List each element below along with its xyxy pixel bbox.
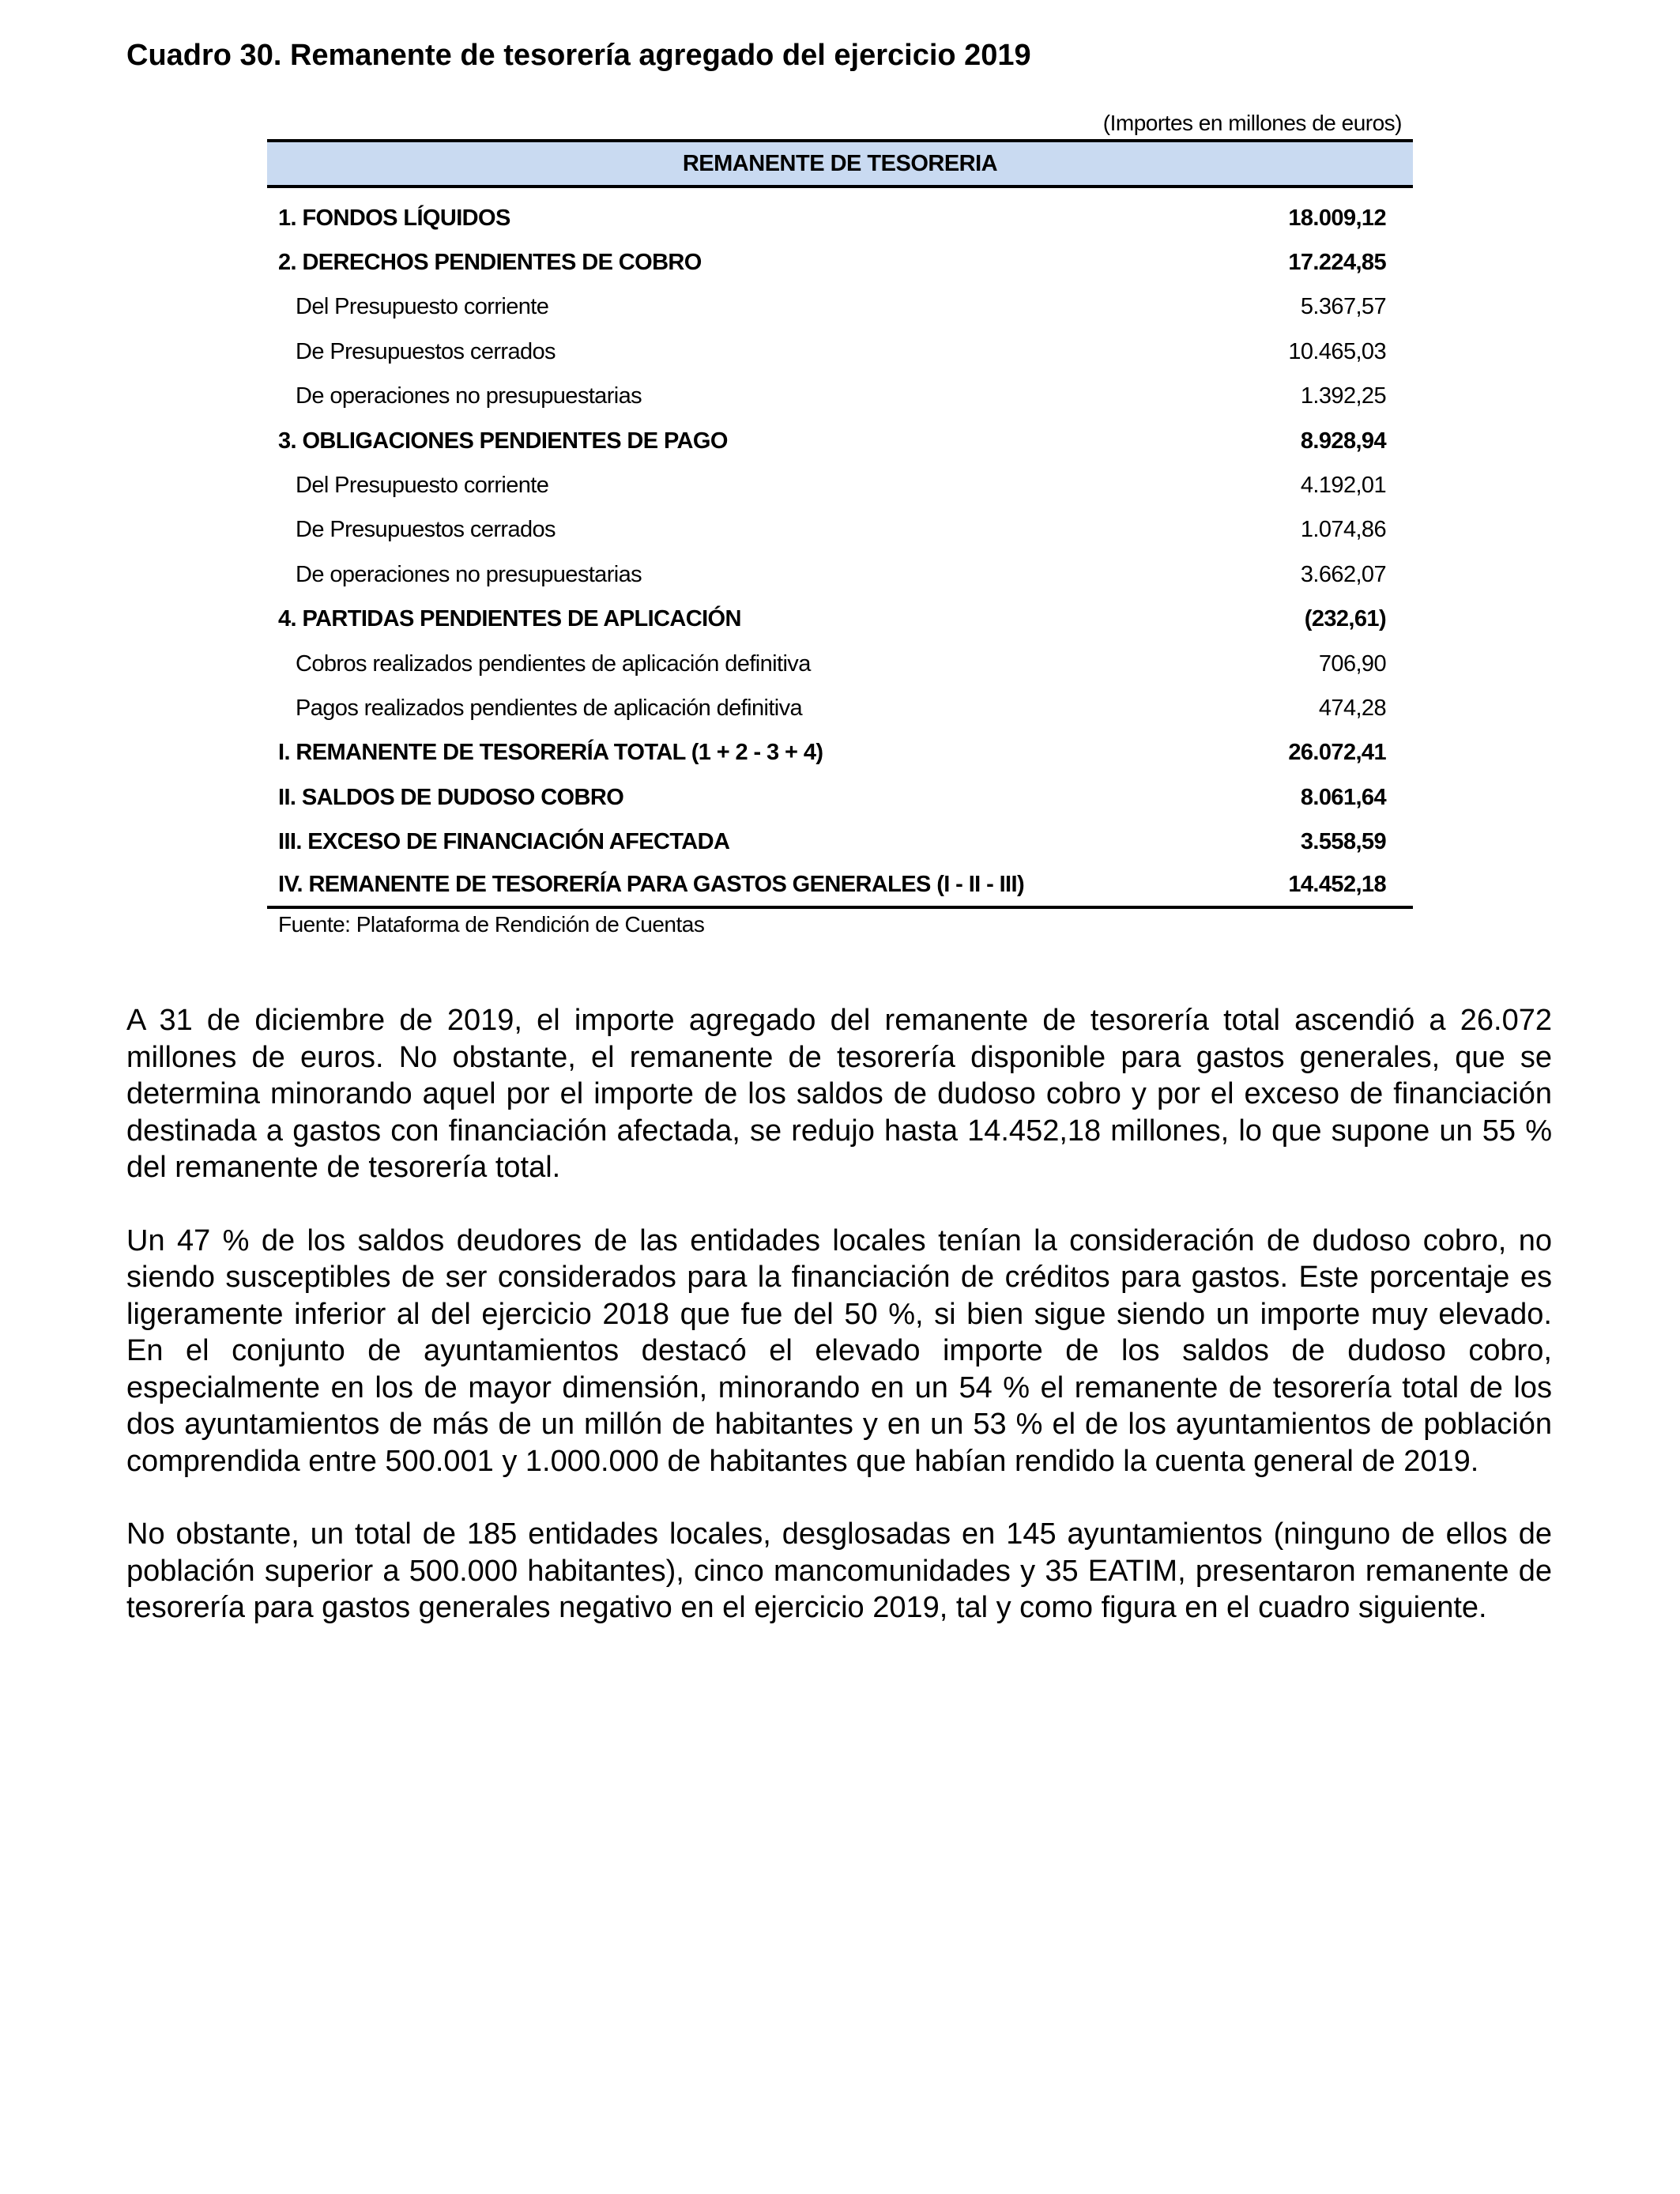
unit-note: (Importes en millones de euros) xyxy=(1102,111,1402,135)
table-row xyxy=(267,463,1413,507)
row-value: 3.558,59 xyxy=(1300,829,1386,855)
row-value: 10.465,03 xyxy=(1288,338,1386,364)
row-label: 2. DERECHOS PENDIENTES DE COBRO xyxy=(278,250,702,276)
paragraph: No obstante, un total de 185 entidades locales, desglosadas en 145 ayuntamientos (ninguno de ellos de población superior a 500.000 habitantes), cinco mancomunidades y 35 EATIM, presentaron remanente de tesorería para gastos generales negativo en el ejercicio 2019, tal y como figura en el cuadro siguiente. xyxy=(126,1517,1552,1624)
row-label: III. EXCESO DE FINANCIACIÓN AFECTADA xyxy=(278,829,730,855)
row-value: 706,90 xyxy=(1318,650,1386,677)
row-label: De Presupuestos cerrados xyxy=(296,338,556,364)
paragraph: Un 47 % de los saldos deudores de las entidades locales tenían la consideración de dudoso cobro, no siendo susceptibles de ser considerados para la financiación de créditos para gastos. Este porcentaje es ligeramente inferior al del ejercicio 2018 que fue del 50 %, si bien sigue siendo un importe muy elevado. En el conjunto de ayuntamientos destacó el elevado importe de los saldos de dudoso cobro, especialmente en los de mayor dimensión, minorando en un 54 % el remanente de tesorería total de los dos ayuntamientos de más de un millón de habitantes y en un 53 % el de los ayuntamientos de población comprendida entre 500.001 y 1.000.000 de habitantes que habían rendido la cuenta general de 2019. xyxy=(126,1223,1552,1478)
row-label: 1. FONDOS LÍQUIDOS xyxy=(278,205,510,231)
paragraph: A 31 de diciembre de 2019, el importe agregado del remanente de tesorería total ascendió a 26.072 millones de euros. No obstante, el remanente de tesorería disponible para gastos generales, que se determina minorando aquel por el importe de los saldos de dudoso cobro y por el exceso de financiación destinada a gastos con financiación afectada, se redujo hasta 14.452,18 millones, lo que supone un 55 % del remanente de tesorería total. xyxy=(126,1004,1552,1184)
row-label: De operaciones no presupuestarias xyxy=(296,383,642,409)
table-row xyxy=(267,642,1413,686)
page-title: Cuadro 30. Remanente de tesorería agregado del ejercicio 2019 xyxy=(126,39,1031,72)
table-row xyxy=(267,196,1413,240)
row-value: 5.367,57 xyxy=(1300,294,1386,320)
table-row xyxy=(267,552,1413,597)
table-row xyxy=(267,731,1413,775)
body-text xyxy=(126,1002,1552,1663)
row-value: (232,61) xyxy=(1304,606,1386,632)
row-label: Del Presupuesto corriente xyxy=(296,294,549,320)
table-row xyxy=(267,775,1413,820)
row-value: 1.074,86 xyxy=(1300,517,1386,543)
table-row xyxy=(267,865,1413,909)
table-row xyxy=(267,820,1413,864)
row-label: IV. REMANENTE DE TESORERÍA PARA GASTOS GENERALES (I - II - III) xyxy=(278,872,1025,898)
row-value: 8.928,94 xyxy=(1300,428,1386,454)
table-row xyxy=(267,375,1413,419)
row-value: 4.192,01 xyxy=(1300,473,1386,499)
row-value: 14.452,18 xyxy=(1288,872,1386,898)
row-value: 18.009,12 xyxy=(1288,205,1386,231)
row-value: 17.224,85 xyxy=(1288,250,1386,276)
row-label: I. REMANENTE DE TESORERÍA TOTAL (1 + 2 - 3 + 4) xyxy=(278,740,823,766)
row-value: 1.392,25 xyxy=(1300,383,1386,409)
row-label: Del Presupuesto corriente xyxy=(296,473,549,499)
row-label: Cobros realizados pendientes de aplicación definitiva xyxy=(296,650,811,677)
row-label: 4. PARTIDAS PENDIENTES DE APLICACIÓN xyxy=(278,606,741,632)
row-value: 474,28 xyxy=(1318,695,1386,721)
row-label: Pagos realizados pendientes de aplicación definitiva xyxy=(296,695,803,721)
row-value: 3.662,07 xyxy=(1300,561,1386,587)
treasury-table xyxy=(267,107,1413,941)
row-label: 3. OBLIGACIONES PENDIENTES DE PAGO xyxy=(278,428,728,454)
table-header: REMANENTE DE TESORERIA xyxy=(267,139,1413,188)
table-row xyxy=(267,419,1413,463)
row-value: 26.072,41 xyxy=(1288,740,1386,766)
row-label: De operaciones no presupuestarias xyxy=(296,561,642,587)
table-row xyxy=(267,330,1413,374)
source-note: Fuente: Plataforma de Rendición de Cuentas xyxy=(278,911,705,937)
table-row xyxy=(267,508,1413,552)
row-label: II. SALDOS DE DUDOSO COBRO xyxy=(278,784,624,810)
table-row xyxy=(267,285,1413,330)
table-row xyxy=(267,686,1413,730)
table-row xyxy=(267,240,1413,285)
row-value: 8.061,64 xyxy=(1300,784,1386,810)
table-row xyxy=(267,598,1413,642)
row-label: De Presupuestos cerrados xyxy=(296,517,556,543)
